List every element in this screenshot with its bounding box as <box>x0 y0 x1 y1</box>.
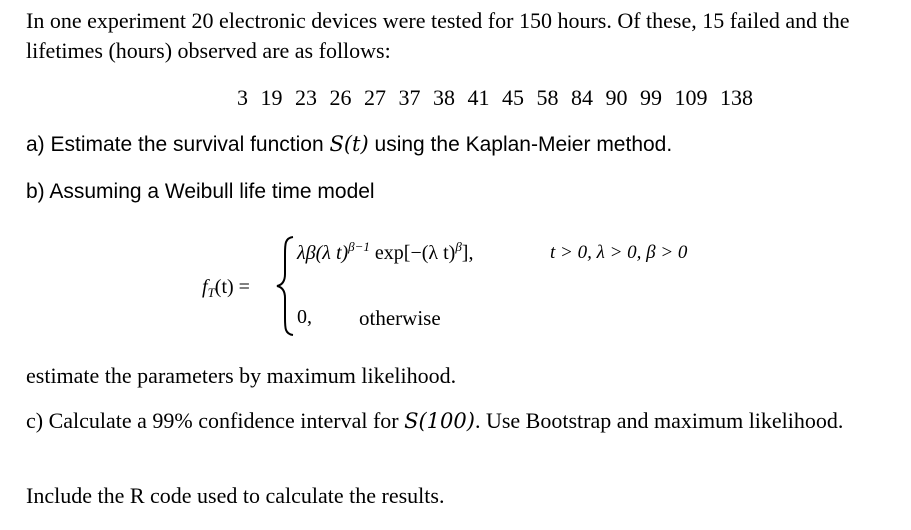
case1-expr-b: exp[−(λ t) <box>369 242 456 264</box>
lifetime-value: 37 <box>398 85 421 110</box>
lifetime-value: 84 <box>571 85 593 110</box>
weibull-density-formula <box>0 230 911 340</box>
lifetime-value: 45 <box>502 85 524 110</box>
lifetimes-list <box>237 84 760 112</box>
lifetime-value: 99 <box>640 85 662 110</box>
question-a-prefix: a) Estimate the survival function <box>26 133 330 156</box>
lifetime-value: 3 <box>237 85 248 110</box>
formula-case-2-condition: otherwise <box>359 306 441 330</box>
question-c <box>26 406 886 436</box>
estimate-line: estimate the parameters by maximum likelihood. <box>26 363 457 388</box>
formula-lhs <box>202 276 250 299</box>
question-a-math: S(t) <box>329 132 369 156</box>
case1-sup-b: β <box>455 239 462 254</box>
formula-case-2-value: 0, <box>297 306 312 328</box>
formula-case-1-condition: t > 0, λ > 0, β > 0 <box>550 242 688 263</box>
question-c-prefix: c) Calculate a 99% confidence interval for <box>26 408 405 433</box>
question-c-suffix: . Use Bootstrap and maximum likelihood. <box>474 408 844 433</box>
lifetime-value: 23 <box>295 85 317 110</box>
question-a <box>26 130 672 159</box>
formula-lhs-f: f <box>202 276 208 298</box>
question-a-suffix: using the Kaplan-Meier method. <box>368 133 673 156</box>
lifetime-value: 90 <box>605 85 628 110</box>
lifetime-value: 26 <box>329 85 352 110</box>
lifetime-value: 19 <box>260 85 283 110</box>
intro-paragraph: In one experiment 20 electronic devices were tested for 150 hours. Of these, 15 failed and the lifetimes (hours) observed are as follows: <box>26 8 850 63</box>
formula-lhs-sub: T <box>207 285 215 300</box>
lifetime-value: 27 <box>364 85 386 110</box>
lifetime-value: 109 <box>674 85 708 110</box>
case1-sup-a: β−1 <box>348 239 370 254</box>
case1-expr-a: λβ(λ t) <box>297 242 349 264</box>
formula-case-1 <box>297 239 474 265</box>
question-b: b) Assuming a Weibull life time model <box>26 180 375 203</box>
lifetime-value: 138 <box>720 85 753 110</box>
lifetime-value: 38 <box>433 85 455 110</box>
lifetime-value: 41 <box>467 85 490 110</box>
closing-instruction: Include the R code used to calculate the results. <box>26 483 445 508</box>
question-c-math: S(100) <box>404 409 475 433</box>
lifetime-value: 58 <box>536 85 559 110</box>
formula-lhs-arg: (t) = <box>214 276 250 298</box>
case1-expr-c: ], <box>461 242 474 264</box>
left-brace-icon <box>274 234 296 338</box>
